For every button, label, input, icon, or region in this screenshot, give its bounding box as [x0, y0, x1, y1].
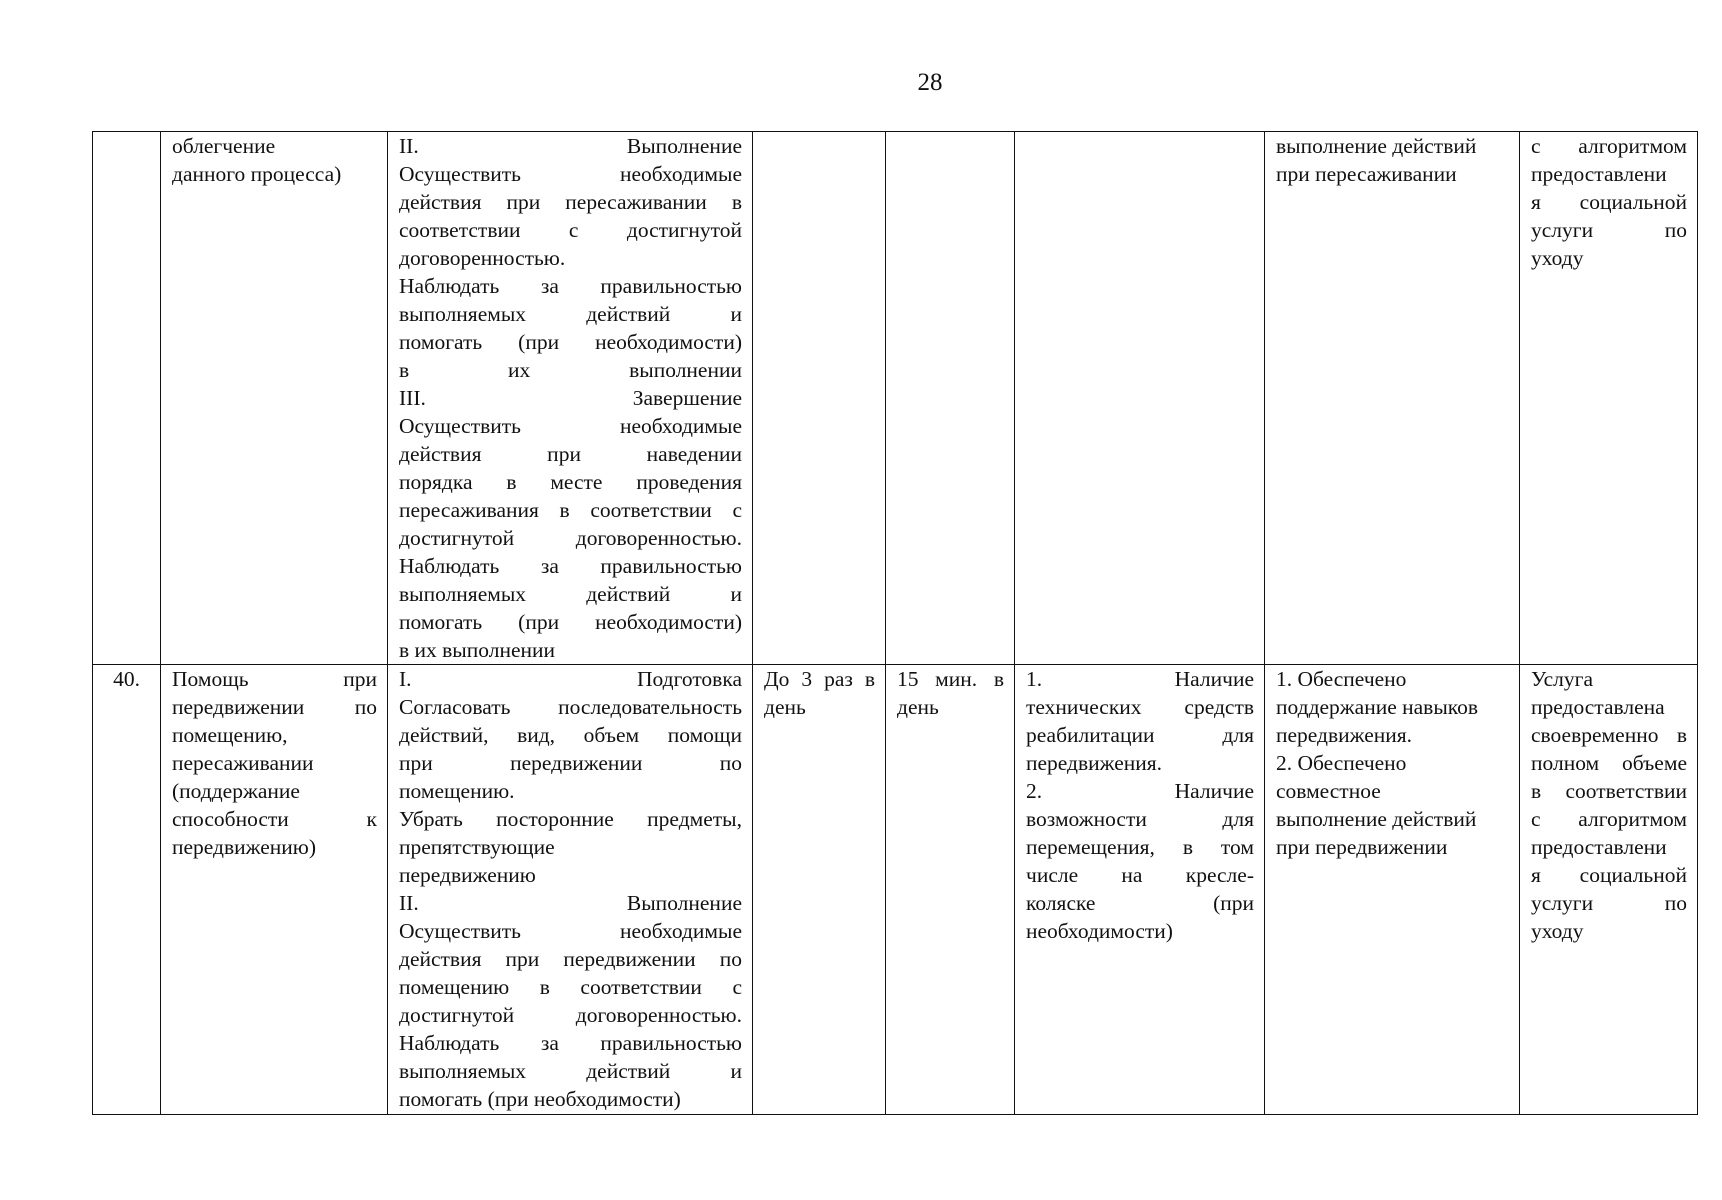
cell-text-line: достигнутой договоренностью.	[399, 1003, 742, 1027]
cell-text-line: передвижения.	[1026, 751, 1163, 775]
cell-text-line: передвижения.	[1276, 723, 1413, 747]
result-cell	[1265, 132, 1520, 665]
cell-text-line: помогать (при необходимости)	[399, 1087, 681, 1111]
result-cell	[1265, 665, 1520, 1115]
cell-text-line: Наблюдать за правильностью	[399, 554, 742, 578]
cell-text-line: предоставлена	[1531, 695, 1665, 719]
cell-text-line: помещению в соответствии с	[399, 975, 742, 999]
cell-text-line: До 3 раз в	[764, 667, 875, 691]
cell-text-line: передвижению	[399, 863, 536, 887]
cell-text-line: препятствующие	[399, 835, 555, 859]
cell-text-line: совместное	[1276, 779, 1381, 803]
quality-cell	[1520, 665, 1698, 1115]
cell-text-line: 2. Наличие	[1026, 779, 1254, 803]
cell-text-line: поддержание навыков	[1276, 695, 1479, 719]
duration-cell	[886, 132, 1015, 665]
cell-text-line: в их выполнении	[399, 638, 556, 662]
cell-text-line: помогать (при необходимости)	[399, 610, 742, 634]
page-number: 28	[917, 69, 943, 96]
actions-cell	[388, 665, 753, 1115]
cell-text-line: Осуществить необходимые	[399, 414, 742, 438]
cell-text-line: соответствии с достигнутой	[399, 218, 742, 242]
cell-text-line: при передвижении	[1276, 835, 1448, 859]
cell-text-line: Осуществить необходимые	[399, 162, 742, 186]
cell-text-line: Услуга	[1531, 667, 1594, 691]
cell-text-line: выполняемых действий и	[399, 1059, 742, 1083]
cell-text-line: договоренностью.	[399, 246, 566, 270]
cell-text-line: предоставлени	[1531, 162, 1667, 186]
cell-text-line: услуги по	[1531, 218, 1687, 242]
cell-text-line: в соответствии	[1531, 779, 1687, 803]
cell-text-line: предоставлени	[1531, 835, 1667, 859]
service-name-cell	[161, 132, 388, 665]
cell-text-line: действия при наведении	[399, 442, 742, 466]
cell-text-line: 2. Обеспечено	[1276, 751, 1407, 775]
cell-text-line: 15 мин. в	[897, 667, 1004, 691]
cell-text-line: с алгоритмом	[1531, 134, 1687, 158]
duration-cell	[886, 665, 1015, 1115]
cell-text-line: при передвижении по	[399, 751, 742, 775]
cell-text-line: выполняемых действий и	[399, 302, 742, 326]
cell-text-line: реабилитации для	[1026, 723, 1254, 747]
cell-text-line: передвижению)	[172, 835, 317, 859]
cell-text-line: пересаживании	[172, 751, 314, 775]
cell-text-line: перемещения, в том	[1026, 835, 1254, 859]
service-name-cell	[161, 665, 388, 1115]
cell-text-line: в их выполнении	[399, 358, 742, 382]
cell-text-line: день	[764, 695, 806, 719]
actions-cell	[388, 132, 753, 665]
row-number-cell: 40.	[93, 665, 161, 1115]
cell-text-line: помещению.	[399, 779, 515, 803]
cell-text-line: технических средств	[1026, 695, 1254, 719]
cell-text-line: выполняемых действий и	[399, 582, 742, 606]
cell-text-line: действий, вид, объем помощи	[399, 723, 742, 747]
cell-text-line: коляске (при	[1026, 891, 1254, 915]
cell-text-line: при пересаживании	[1276, 162, 1457, 186]
cell-text-line: уходу	[1531, 246, 1584, 270]
cell-text-line: необходимости)	[1026, 919, 1173, 943]
cell-text-line: III. Завершение	[399, 386, 742, 410]
cell-text-line: II. Выполнение	[399, 891, 742, 915]
cell-text-line: (поддержание	[172, 779, 300, 803]
cell-text-line: я социальной	[1531, 863, 1687, 887]
cell-text-line: 1. Обеспечено	[1276, 667, 1407, 691]
cell-text-line: я социальной	[1531, 190, 1687, 214]
table-row	[93, 132, 1698, 665]
cell-text-line: числе на кресле-	[1026, 863, 1254, 887]
cell-text-line: достигнутой договоренностью.	[399, 526, 742, 550]
cell-text-line: Осуществить необходимые	[399, 919, 742, 943]
table-row	[93, 665, 1698, 1115]
cell-text-line: с алгоритмом	[1531, 807, 1687, 831]
cell-text-line: возможности для	[1026, 807, 1254, 831]
row-number-cell	[93, 132, 161, 665]
services-table	[92, 131, 1698, 1115]
cell-text-line: I. Подготовка	[399, 667, 742, 691]
conditions-cell	[1015, 665, 1265, 1115]
cell-text-line: своевременно в	[1531, 723, 1687, 747]
cell-text-line: выполнение действий	[1276, 134, 1477, 158]
cell-text-line: полном объеме	[1531, 751, 1687, 775]
cell-text-line: Наблюдать за правильностью	[399, 274, 742, 298]
cell-text-line: передвижении по	[172, 695, 377, 719]
cell-text-line: II. Выполнение	[399, 134, 742, 158]
cell-text-line: Убрать посторонние предметы,	[399, 807, 742, 831]
frequency-cell	[753, 132, 886, 665]
cell-text-line: действия при передвижении по	[399, 947, 742, 971]
cell-text-line: уходу	[1531, 919, 1584, 943]
cell-text-line: Помощь при	[172, 667, 377, 691]
cell-text-line: день	[897, 695, 939, 719]
cell-text-line: порядка в месте проведения	[399, 470, 742, 494]
frequency-cell	[753, 665, 886, 1115]
cell-text-line: облегчение	[172, 134, 276, 158]
cell-text-line: пересаживания в соответствии с	[399, 498, 742, 522]
cell-text-line: данного процесса)	[172, 162, 342, 186]
quality-cell	[1520, 132, 1698, 665]
cell-text-line: услуги по	[1531, 891, 1687, 915]
cell-text-line: помещению,	[172, 723, 288, 747]
cell-text-line: выполнение действий	[1276, 807, 1477, 831]
cell-text-line: действия при пересаживании в	[399, 190, 742, 214]
cell-text-line: способности к	[172, 807, 377, 831]
cell-text-line: помогать (при необходимости)	[399, 330, 742, 354]
cell-text-line: Согласовать последовательность	[399, 695, 742, 719]
cell-text-line: Наблюдать за правильностью	[399, 1031, 742, 1055]
conditions-cell	[1015, 132, 1265, 665]
cell-text-line: 1. Наличие	[1026, 667, 1254, 691]
